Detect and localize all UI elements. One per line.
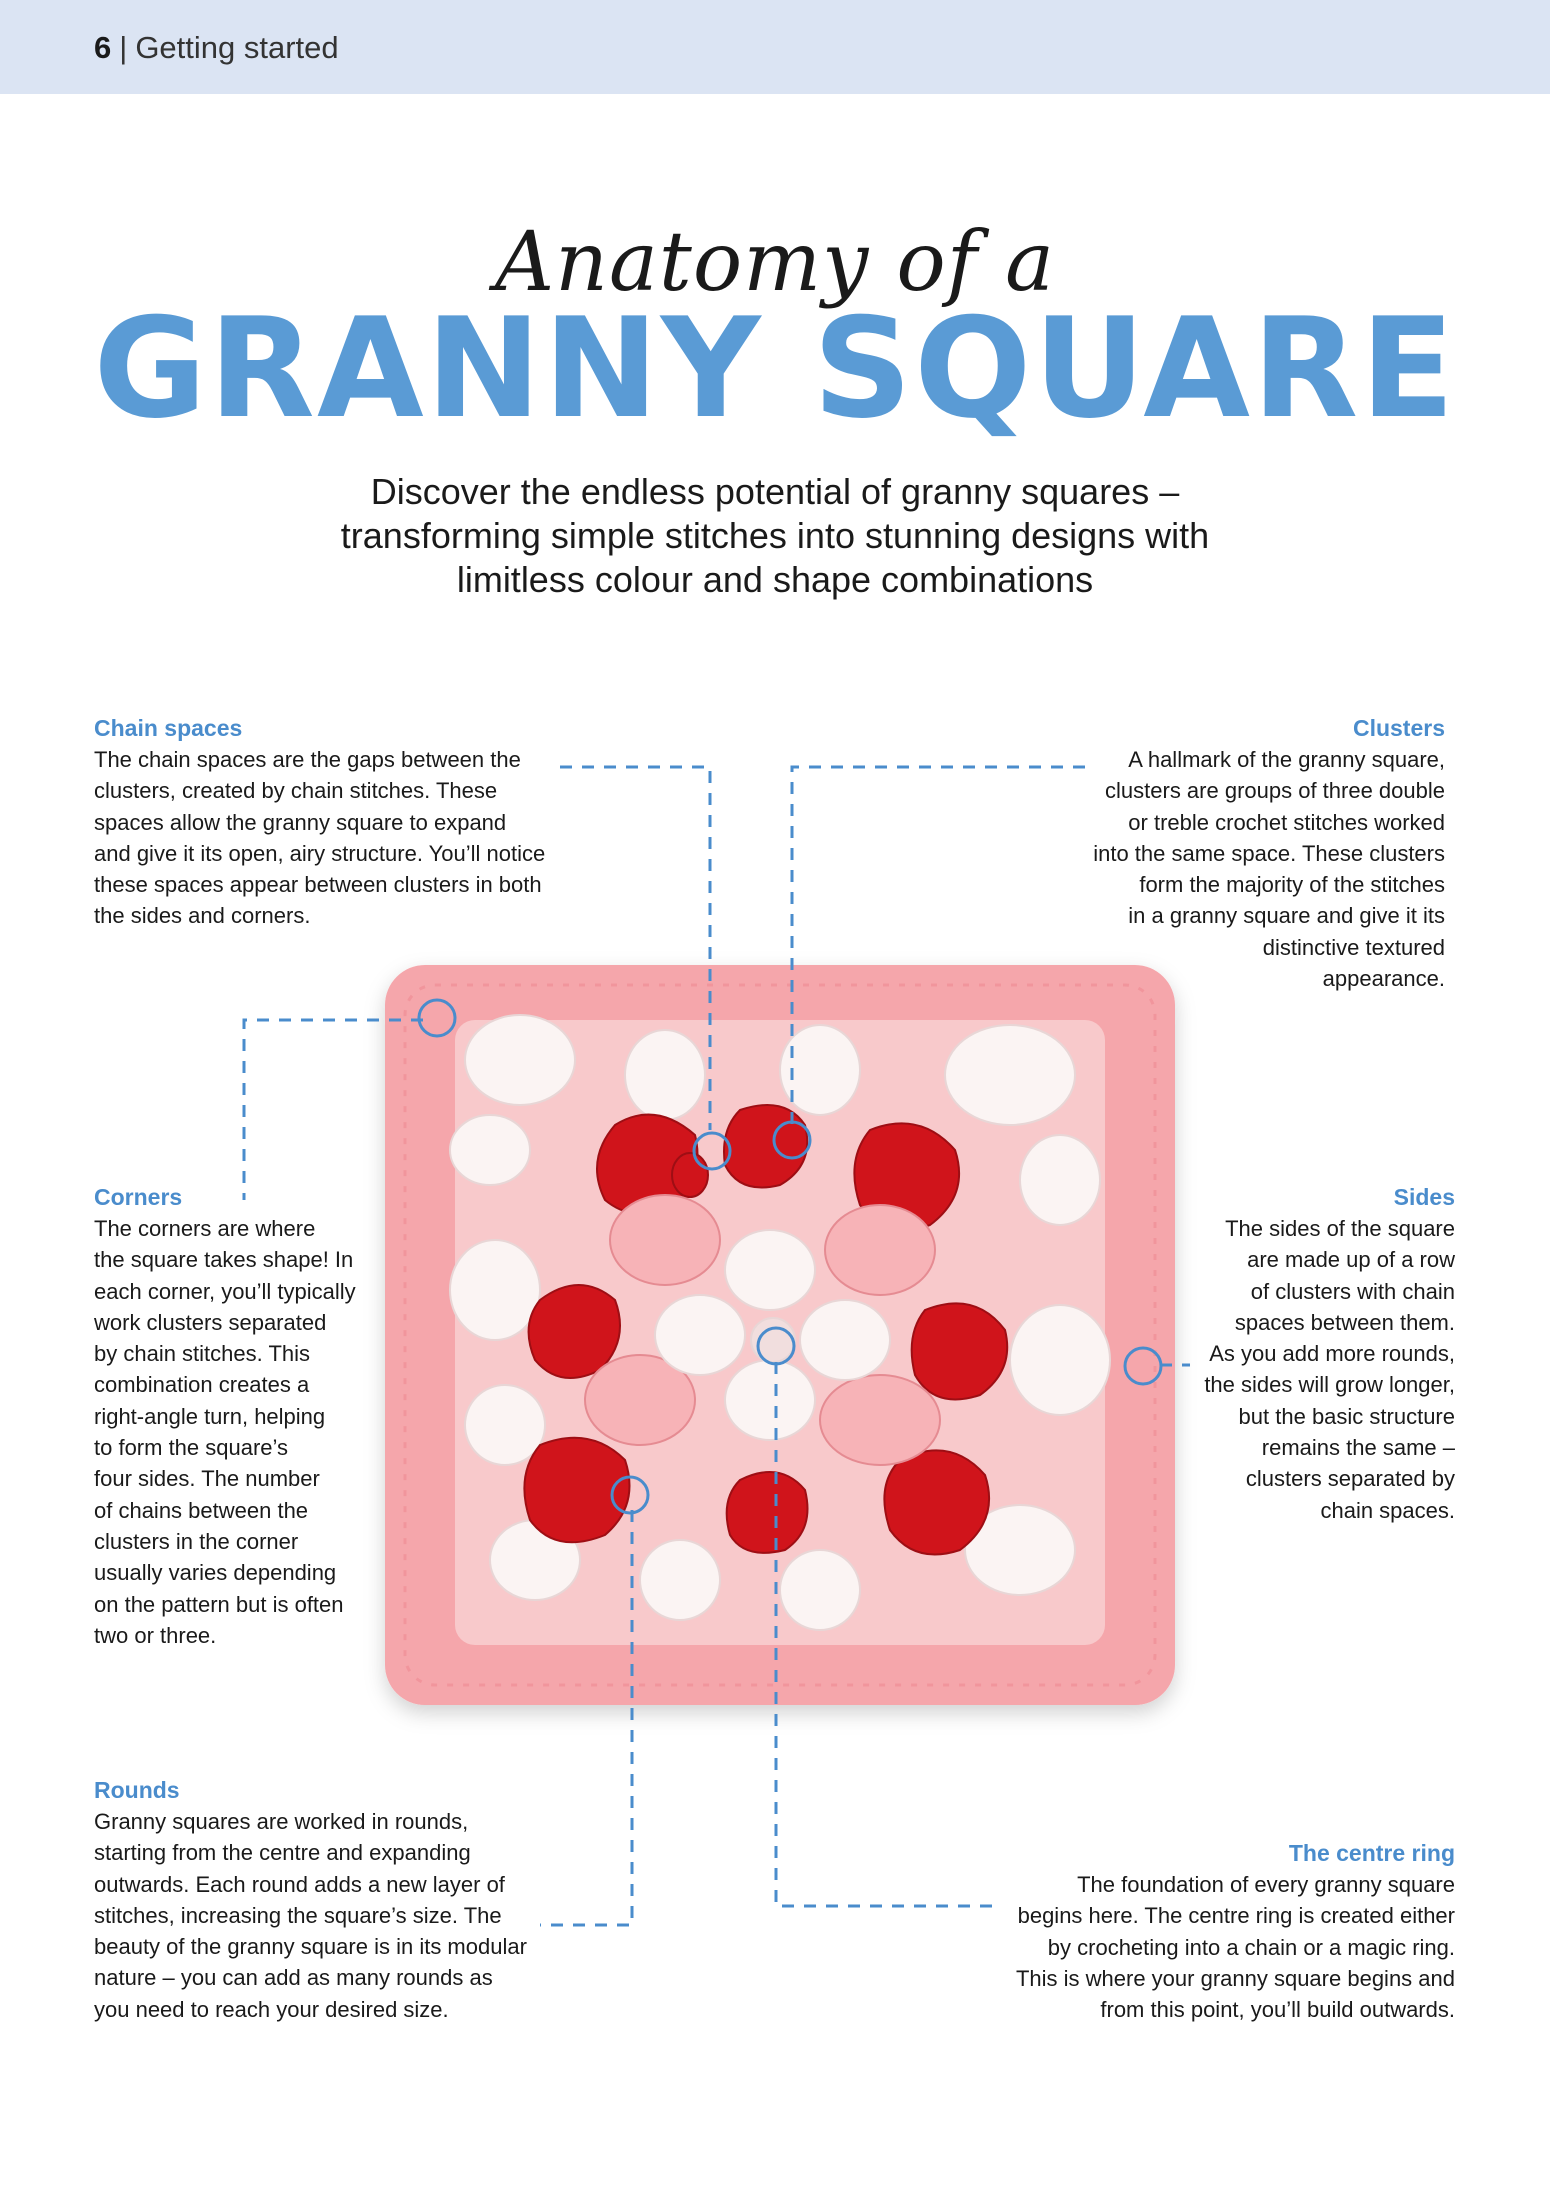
callout-line: into the same space. These clusters (1093, 840, 1445, 866)
callout-line: right-angle turn, helping (94, 1403, 326, 1429)
callout-line: spaces between them. (1234, 1309, 1455, 1335)
callout-line: beauty of the granny square is in its modular (94, 1934, 527, 1960)
standfirst-line: limitless colour and shape combinations (456, 559, 1094, 600)
callout-line: nature – you can add as many rounds as (94, 1965, 493, 1991)
red-cluster (912, 1303, 1008, 1399)
callout-line: stitches, increasing the square’s size. The (94, 1902, 502, 1928)
pink-cluster (820, 1375, 940, 1465)
callout-line: begins here. The centre ring is created either (1017, 1903, 1455, 1929)
callout-line: each corner, you’ll typically (94, 1278, 356, 1304)
callout-line: the sides will grow longer, (1204, 1372, 1455, 1398)
callout-centre-ring (1000, 1838, 1455, 2025)
white-cluster (640, 1540, 720, 1620)
callout-heading: The centre ring (1288, 1840, 1455, 1866)
centre-cluster (800, 1300, 890, 1380)
callout-line: to form the square’s (94, 1435, 289, 1461)
callout-line: in a granny square and give it its (1128, 903, 1445, 929)
header-separator: | (119, 30, 128, 65)
callout-line: four sides. The number (94, 1466, 320, 1492)
callout-heading: Rounds (94, 1777, 180, 1803)
callout-line: or treble crochet stitches worked (1128, 809, 1445, 835)
callout-line: by chain stitches. This (94, 1341, 311, 1367)
callout-line: by crocheting into a chain or a magic ring. (1047, 1934, 1455, 1960)
red-cluster (884, 1450, 989, 1554)
white-cluster (625, 1030, 705, 1120)
callout-line: work clusters separated (94, 1309, 327, 1335)
white-cluster (465, 1015, 575, 1105)
callout-line: outwards. Each round adds a new layer of (94, 1871, 505, 1897)
callout-rounds (94, 1775, 564, 2025)
callout-line: the sides and corners. (94, 903, 311, 929)
standfirst-line: Discover the endless potential of granny squares – (370, 471, 1180, 512)
callout-line: The foundation of every granny square (1077, 1872, 1455, 1897)
callout-line: As you add more rounds, (1209, 1341, 1455, 1367)
white-cluster (1020, 1135, 1100, 1225)
page-title: GRANNY SQUARE (93, 288, 1457, 449)
callout-line: clusters, created by chain stitches. These (94, 778, 498, 804)
centre-cluster (725, 1360, 815, 1440)
callout-corners (94, 1182, 394, 1651)
callout-line: clusters are groups of three double (1105, 778, 1445, 804)
white-cluster (450, 1240, 540, 1340)
section-title: Getting started (135, 30, 339, 65)
callout-line: and give it its open, airy structure. You’ll notice (94, 840, 546, 866)
callout-sides (1160, 1182, 1455, 1526)
callout-line: The corners are where (94, 1216, 316, 1241)
callout-chain-spaces (94, 713, 574, 932)
white-cluster (1010, 1305, 1110, 1415)
callout-line: on the pattern but is often (94, 1591, 344, 1617)
callout-line: starting from the centre and expanding (94, 1840, 471, 1866)
callout-line: distinctive textured (1262, 934, 1445, 960)
white-cluster (780, 1550, 860, 1630)
callout-line: form the majority of the stitches (1139, 872, 1445, 898)
standfirst-line: transforming simple stitches into stunning designs with (340, 515, 1210, 556)
callout-line: of clusters with chain (1250, 1278, 1455, 1304)
pink-cluster (610, 1195, 720, 1285)
callout-line: This is where your granny square begins and (1015, 1965, 1455, 1991)
white-cluster (450, 1115, 530, 1185)
callout-line: you need to reach your desired size. (94, 1996, 449, 2022)
centre-cluster (655, 1295, 745, 1375)
callout-line: of chains between the (94, 1497, 309, 1523)
pink-cluster (825, 1205, 935, 1295)
white-cluster (945, 1025, 1075, 1125)
callout-line: combination creates a (94, 1372, 310, 1398)
page-number: 6 (94, 30, 112, 65)
callout-line: spaces allow the granny square to expand (94, 809, 507, 835)
callout-line: but the basic structure (1238, 1403, 1455, 1429)
callout-line: clusters in the corner (94, 1528, 299, 1554)
callout-line: clusters separated by (1245, 1466, 1455, 1492)
callout-heading: Corners (94, 1184, 183, 1210)
callout-heading: Chain spaces (94, 715, 243, 741)
callout-clusters (1045, 713, 1445, 994)
callout-line: chain spaces. (1320, 1497, 1455, 1523)
callout-heading: Clusters (1352, 715, 1445, 741)
callout-line: usually varies depending (94, 1560, 337, 1586)
callout-line: are made up of a row (1247, 1247, 1455, 1273)
centre-cluster (725, 1230, 815, 1310)
red-cluster (724, 1105, 807, 1188)
callout-line: these spaces appear between clusters in both (94, 872, 542, 898)
callout-line: The chain spaces are the gaps between the (94, 747, 521, 772)
callout-line: the square takes shape! In (94, 1247, 354, 1273)
callout-line: Granny squares are worked in rounds, (94, 1809, 469, 1834)
callout-heading: Sides (1393, 1184, 1455, 1210)
callout-line: The sides of the square (1225, 1216, 1455, 1241)
white-cluster (465, 1385, 545, 1465)
callout-line: A hallmark of the granny square, (1128, 747, 1445, 772)
callout-line: appearance. (1322, 966, 1445, 992)
title-script: Anatomy of a (494, 215, 1056, 310)
red-cluster (727, 1472, 808, 1553)
callout-line: from this point, you’ll build outwards. (1100, 1997, 1455, 2023)
callout-line: remains the same – (1261, 1435, 1455, 1461)
red-cluster (672, 1153, 708, 1197)
callout-line: two or three. (94, 1622, 217, 1648)
